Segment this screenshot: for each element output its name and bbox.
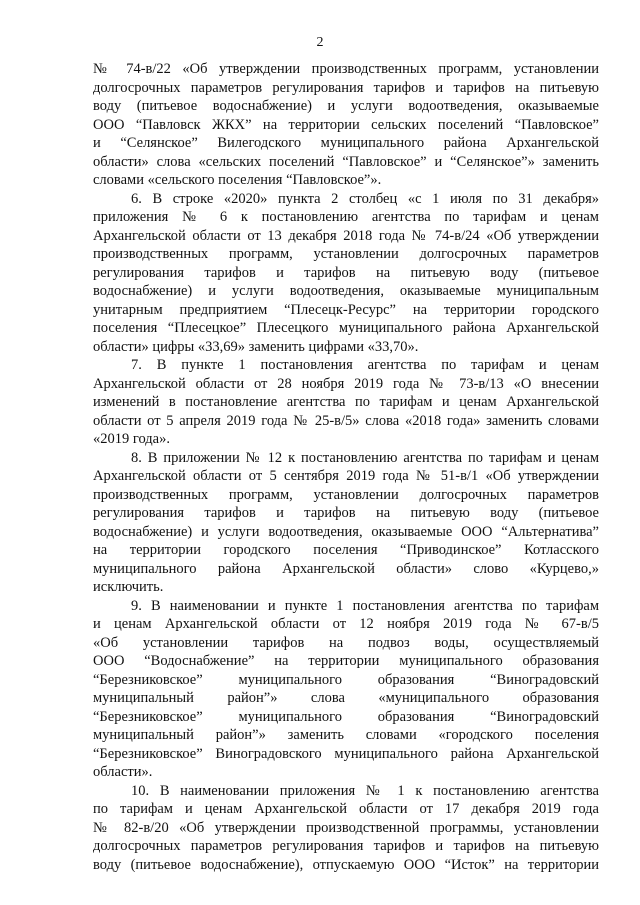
text-line: поселения “Плесецкое” Плесецкого муниципального района Архангельской <box>93 320 599 336</box>
text-line: 10. В наименовании приложения № 1 к постановлению агентства <box>131 782 599 799</box>
text-line: унитарным предприятием “Плесецк-Ресурс” на территории городского <box>93 301 599 318</box>
text-line: производственных программ, установлении долгосрочных параметров <box>93 246 599 262</box>
text-line: ООО “Водоснабжение” на территории муниципального образования <box>93 653 599 669</box>
text-line: регулирования тарифов и тарифов на питьевую воду (питьевое <box>93 505 599 521</box>
text-line: на территории городского поселения “Приводинское” Котласского <box>93 542 599 558</box>
text-line: муниципальный район”» заменить словами «городского поселения <box>93 727 599 743</box>
text-line: Архангельской области от 28 ноября 2019 года № 73-в/13 «О внесении <box>93 375 599 392</box>
page-number: 2 <box>316 35 324 50</box>
text-line: № 82-в/20 «Об утверждении производственной программы, установлении <box>93 819 599 836</box>
text-line: 6. В строке «2020» пункта 2 столбец «с 1 июля по 31 декабря» <box>131 190 599 207</box>
paragraph <box>93 597 599 782</box>
text-line: “Березниковское” муниципального образования “Виноградовский <box>93 708 599 725</box>
text-line: муниципального района Архангельской области» слово «Курцево,» <box>93 560 599 577</box>
text-line: воду (питьевое водоснабжение) и услуги водоотведения, оказываемые <box>93 98 599 114</box>
text-line: 7. В пункте 1 постановления агентства по тарифам и ценам <box>131 357 599 373</box>
text-line: водоснабжение) и услуги водоотведения, оказываемые ООО “Альтернатива” <box>93 523 599 540</box>
text-line: регулирования тарифов и тарифов на питьевую воду (питьевое <box>93 264 599 281</box>
text-line: области». <box>93 764 153 780</box>
text-line: «2019 года». <box>93 431 170 447</box>
paragraph <box>93 60 599 190</box>
text-line: и ценам Архангельской области от 12 ноября 2019 года № 67-в/5 <box>93 616 599 632</box>
text-line: воду (питьевое водоснабжение), отпускаемую ООО “Исток” на территории <box>93 856 599 873</box>
text-line: долгосрочных параметров регулирования тарифов и тарифов на питьевую <box>93 79 599 96</box>
text-line: «Об установлении тарифов на подвоз воды, осуществляемый <box>93 634 599 651</box>
text-line: долгосрочных параметров регулирования тарифов и тарифов на питьевую <box>93 838 599 854</box>
text-line: ООО “Павловск ЖКХ” на территории сельских поселений “Павловское” <box>93 116 599 133</box>
paragraph <box>93 356 599 449</box>
text-line: 9. В наименовании и пункте 1 постановления агентства по тарифам <box>131 597 599 614</box>
text-line: области» цифры «33,69» заменить цифрами «33,70». <box>93 338 419 355</box>
text-line: “Березниковское” муниципального образования “Виноградовский <box>93 671 599 688</box>
paragraph <box>93 782 599 875</box>
text-line: “Березниковское” Виноградовского муниципального района Архангельской <box>93 745 599 762</box>
paragraph <box>93 449 599 597</box>
text-line: и “Селянское” Вилегодского муниципального района Архангельской <box>93 135 599 151</box>
text-line: области от 5 апреля 2019 года № 25-в/5» слова «2018 года» заменить словами <box>93 412 599 429</box>
text-line: № 74-в/22 «Об утверждении производственных программ, установлении <box>93 61 599 77</box>
text-line: Архангельской области от 13 декабря 2018 года № 74-в/24 «Об утверждении <box>93 227 599 244</box>
text-line: исключить. <box>93 579 164 595</box>
text-line: водоснабжение) и услуги водоотведения, оказываемые муниципальным <box>93 283 599 299</box>
text-line: словами «сельского поселения “Павловское”». <box>93 172 382 188</box>
text-line: муниципальный район”» слова «муниципального образования <box>93 690 599 706</box>
text-line: изменений в постановление агентства по тарифам и ценам Архангельской <box>93 394 599 410</box>
text-line: Архангельской области от 5 сентября 2019 года № 51-в/1 «Об утверждении <box>93 468 599 484</box>
text-line: по тарифам и ценам Архангельской области от 17 декабря 2019 года <box>93 801 599 817</box>
text-line: приложения № 6 к постановлению агентства по тарифам и ценам <box>93 209 599 225</box>
paragraph <box>93 190 599 357</box>
document-body <box>93 60 599 874</box>
text-line: 8. В приложении № 12 к постановлению агентства по тарифам и ценам <box>131 449 599 466</box>
text-line: производственных программ, установлении долгосрочных параметров <box>93 486 599 503</box>
text-line: области» слова «сельских поселений “Павловское” и “Селянское”» заменить <box>93 153 599 170</box>
